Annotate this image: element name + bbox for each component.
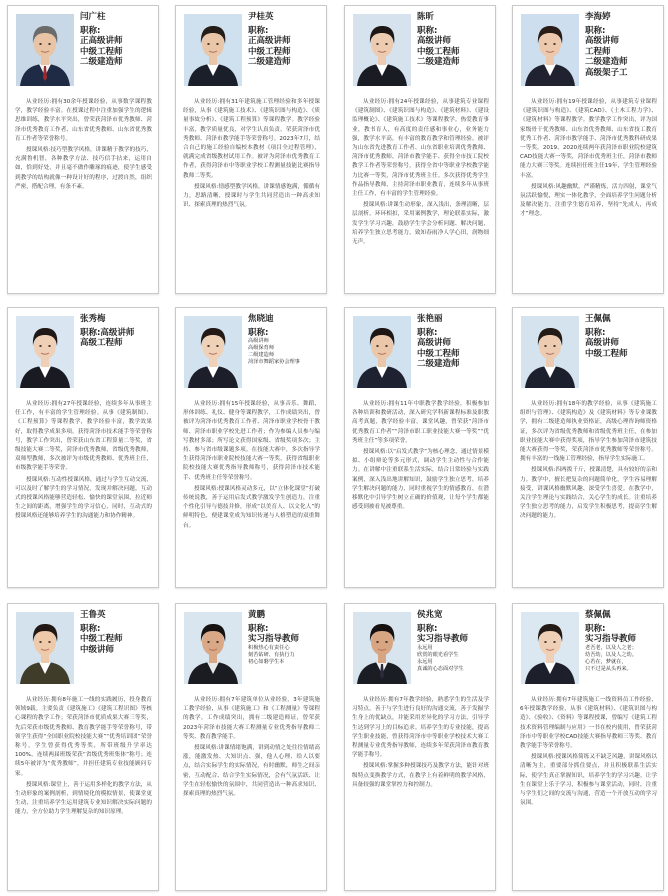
- motto-line: 只不过是从头再来。: [585, 665, 632, 672]
- experience-paragraph: 从业经历:拥有30余年授课经验，从事数学课程教学，教学经验丰富。在授课过程中注重加强学生的逻辑思维训练，教学水平突出，曾荣获菏泽市优秀教师、菏泽市优秀教育工作者、山东省优秀教师、山东省优秀教育工作者等荣誉称号。: [15, 99, 152, 142]
- title-list: [80, 634, 154, 655]
- experience-paragraph: 从业经历:拥有7年教学经验，熟悉学生的生活及学习特点，善于与学生进行良好的沟通交流，善于发掘学生身上的优缺点，并能采用差异化的学习方法，引导学生达到学习上的目标追求。培养学生的专业技能，提高学生职业技能，曾获得菏泽市中等职业学校技术大赛工程测量专业优秀指导教师，连续多年荣获菏泽市教育教学能手称号。: [352, 697, 489, 759]
- teacher-card: [344, 603, 496, 891]
- teacher-info: [585, 610, 659, 673]
- teaching-style-paragraph: 授课风格:技巧型教学风格，讲课精于教学的技巧，充满鲁机智，各种教学方法、技巧信手拈来，运用自如，恰到好处，并且毫不做作雕琢的痕迹，使学生感受到教学的结构就像一种设计好的程序，过渡自然，组织严密，搭配合理，有条不紊。: [15, 147, 152, 190]
- card-header: [8, 6, 158, 90]
- teaching-style-paragraph: 授课风格:授课风格简练又不缺乏风趣，讲课风格以清晰为主，重要部分抓住要点，并且积极联系生活实际，使学生真正掌握知识，培养学生的学习兴趣。让学生在课堂上乐于学习，积极参与课堂活动，同时，注重与学生们之间的交流与沟通，营造一个开放互动的学习氛围。: [520, 754, 657, 807]
- title-item: 实习指导教师: [417, 634, 469, 644]
- title-item: 二级建造师: [417, 359, 460, 369]
- title-item: 二级建造师: [585, 57, 628, 67]
- card-body: [15, 696, 152, 886]
- motto-line: 真诚的心态面对学生: [417, 665, 464, 672]
- card-body: [520, 696, 657, 886]
- teacher-info: [417, 314, 491, 370]
- title-list: [417, 634, 491, 645]
- card-header: [513, 308, 663, 392]
- title-label: 职称:: [585, 624, 606, 634]
- teacher-name: 李海婷: [585, 12, 611, 22]
- teacher-photo: [16, 14, 74, 86]
- experience-paragraph: 从业经历:拥有7年建筑单位从业经验，3年建筑施工教学经验，从事《建筑施工》和《工程测量》等课程的教学。工作成绩突出，拥有二级建造师证，曾荣获2023年菏泽市技能大赛工程测量专业优秀指导教师二等奖、教育教学能手。: [183, 697, 320, 740]
- title-label: 职称:: [585, 26, 606, 36]
- teacher-photo: [16, 316, 74, 388]
- title-item: 正高级讲师: [80, 36, 123, 46]
- title-item: 高级讲师: [417, 338, 452, 348]
- teacher-info: [80, 12, 154, 68]
- teacher-info: [248, 12, 322, 68]
- title-item: 中级工程师: [585, 348, 628, 359]
- title-label: 职称:: [585, 328, 606, 338]
- card-body: [183, 400, 320, 583]
- teacher-name: 侯兆宽: [417, 610, 443, 620]
- teacher-name: 焦晓迪: [248, 314, 274, 324]
- title-list: [585, 634, 659, 645]
- teacher-photo: [184, 316, 242, 388]
- title-list: [248, 36, 322, 68]
- title-item: 高级保育师: [248, 345, 274, 351]
- teacher-card: [7, 603, 159, 891]
- teacher-photo: [353, 14, 411, 86]
- teacher-photo: [521, 14, 579, 86]
- card-header: [345, 6, 495, 90]
- card-body: [15, 98, 152, 289]
- motto-line: 心若在，梦就在，: [585, 658, 627, 665]
- card-header: [8, 308, 158, 392]
- teacher-info: [80, 610, 154, 655]
- teacher-card: [175, 307, 327, 588]
- title-list: [80, 338, 154, 349]
- motto-line: 刻苦钻研、有执行力: [248, 651, 295, 658]
- card-body: [183, 696, 320, 886]
- teacher-info: [585, 12, 659, 78]
- teacher-info: [248, 610, 322, 666]
- card-header: [513, 6, 663, 90]
- teacher-name: 闫广柱: [80, 12, 106, 22]
- teacher-card: [512, 307, 664, 588]
- title-item: 二级建造师: [248, 57, 291, 67]
- teacher-card: [512, 603, 664, 891]
- title-item: 工程师: [585, 46, 611, 57]
- title-list: [585, 36, 659, 78]
- teaching-style-paragraph: 授课风格:风趣幽默，严谨精炼，活力四射，课堂气氛活跃愉悦，理实一体化教学，全面培养学生问题分析及解决能力，注重学生德育培养，坚持“先成人，再成才”理念。: [520, 183, 657, 218]
- card-body: [352, 400, 489, 583]
- title-label: 职称:: [248, 624, 269, 634]
- title-label: 职称:: [248, 328, 269, 338]
- card-header: [345, 308, 495, 392]
- title-label: 职称:: [248, 26, 269, 36]
- teacher-photo: [184, 612, 242, 684]
- card-body: [520, 400, 657, 583]
- teacher-photo: [184, 14, 242, 86]
- title-list: [248, 634, 322, 645]
- experience-paragraph: 从业经历:拥有7年建筑施工一线资料员工作经验，6年授课教学经验，从事《建筑材料》、《建筑识图与构造》、《验收》、《资料》等课程授课，曾编写《建筑工程技术资料管理编制与应用》一书在校内使用，曾荣获菏泽市中等职业学校CAD技能大赛指导教师三等奖、教育教学能手等荣誉称号。: [520, 697, 657, 750]
- teaching-style-paragraph: 授课风格:课堂上，善于运用多样化的教学方法，从生动形象的案例剖析，到情境化的模拟情景，使课堂更生动，注重培养学生运用建筑专业知识解决实际问题的能力，全方位助力学生理解复杂的知识原理。: [15, 781, 152, 816]
- motto-line: 永远用: [417, 644, 433, 651]
- teacher-card: [175, 5, 327, 294]
- title-item: 中级工程师: [417, 46, 460, 57]
- experience-paragraph: 从业经历:拥有27年授课经验，连续多年从事班主任工作，有丰富的学生管理经验。从事《建筑制图》、《工程预算》等课程教学，教学经验丰富，教学效果好，取得教学成果多项。获得菏泽市技术能手等荣誉称号，教学工作突出，曾荣获山东省工程算量二等奖，省级技能大赛二等奖，菏泽市优秀教师，省级优秀教师，双师型教师，多次被评为市级优秀教师、优秀班主任，市级教学能手等荣誉。: [15, 401, 152, 472]
- card-body: [15, 400, 152, 583]
- title-item: 中级讲师: [80, 644, 115, 655]
- experience-paragraph: 从业经历:拥有24年授课经验，从事建筑专业课程《建筑制图》、《建筑识图与构造》、《建筑材料》、《建设监理概论》、《建筑施工技术》等课程教学。热爱教育事业，教书育人，有高度的责任感和事业心，业务能力强，教学水平高，有丰富的教育教学和管理经验。被评为山东省先进教育工作者、山东省职业培训优秀教师、菏泽市优秀教师，菏泽市教学能手、获得全市技工院校教学工作者等荣誉称号，获得全省中等职业学校教学能力比赛一等奖，菏泽市优秀班主任。多次获得优秀学生作品指导教师，主持菏泽市职业教育，连续多年从事班主任工作，有丰富的学生管理经验。: [352, 99, 489, 198]
- title-label: 职称:: [417, 328, 438, 338]
- teacher-info: [417, 610, 491, 673]
- teacher-name: 王鲁英: [80, 610, 106, 620]
- experience-paragraph: 从业经历:拥有11年中职教学教学经验，积极参加各种培训和教研活动，深入研究学科新课程标准及职教高考真题，教学经验丰富，课堂风趣，曾荣获“菏泽市优秀教育工作者”“菏泽市职工职业技能大赛一等奖”“优秀班主任”等多项荣誉。: [352, 401, 489, 444]
- title-item: 实习指导教师: [248, 634, 300, 644]
- experience-paragraph: 从业经历:拥有18年的教学经验，从事《建筑施工组织与管理》、《建筑构造》及《建筑材料》等专业课教学，拥有二级建造师执业资格证，高级心理咨询师资格证，多次评为省级优秀教师和省级优秀班主任，在参加职业技能大赛中获得奖项，指导学生参加菏泽市建筑技能大赛获得一等奖，荣获菏泽市优秀教师等荣誉称号。拥有丰富的一线施工管理经验，指导学生实际施工。: [520, 401, 657, 463]
- teaching-style-paragraph: 授课风格:四两拨千斤，授课清楚，具有较好的亲和力。教学中，擅长把复杂的问题简单化，学生容易理解接受，讲课风格幽默风趣、深受学生喜爱。在教学中，关注学生理论与实践结合，关心学生的成长。注重培养学生独立思考的能力，启发学生积极思考，提高学生解决问题的能力。: [520, 467, 657, 520]
- card-body: [520, 98, 657, 289]
- teacher-name: 蔡佩佩: [585, 610, 611, 620]
- teacher-name: 黄鹏: [248, 610, 266, 620]
- teacher-card: [344, 307, 496, 588]
- teacher-info: [80, 314, 154, 349]
- teacher-card: [512, 5, 664, 294]
- title-item: 高级讲师: [585, 338, 620, 348]
- title-item: 高级工程师: [80, 338, 123, 348]
- title-item: 二级建造师: [248, 352, 274, 358]
- teacher-photo: [16, 612, 74, 684]
- experience-paragraph: 从业经历:拥有15年授课经验，从事音乐、舞蹈、形体训练、礼仪、健身等课程教学，工作成绩突出，曾被评为菏泽市优秀教育工作者、菏泽市职业学校骨干教师、菏泽市职业学校先进工作者；作为参编人员参与编写教材多部；所写论文获得国家级、省级奖项多次；主持、参与省市级课题多项。在技能大赛中，多次指导学生获得菏泽市职业院校技能大赛一等奖，获得省级职业院校技能大赛优秀指导教师称号，获得菏泽市技术能手、优秀班主任等荣誉称号。: [183, 401, 320, 481]
- teaching-style-paragraph: 授课风格:情感型教学风格，讲课情感饱满，循循有力，思路清晰，授课时与学生共同营造出一种高求知识、探索真理的热烈气氛。: [183, 183, 320, 209]
- experience-paragraph: 从业经历:拥有8年施工一线的实践履历，投身教育领域9载。主要负责《建筑施工》《建筑工程识图》等核心课程的教学工作；荣获菏泽市优质成果大赛三等奖，先后荣获市级优秀教师、教育教学能手等荣誉称号，带领学生获得“全国职业院校技能大赛”“优秀培训团”荣誉称号，学生曾获得优秀等奖，所带班级升学率达100%，连续两届班级荣获“省级优秀班集体”称号；连续5年被评为“优秀教师”，并担任建筑专业技能顾问专家。: [15, 697, 152, 777]
- teaching-style-paragraph: 授课风格:讲课生动形象，深入浅出，条理清晰，层层剖析，环环相扣，采用案例教学，理论联系实际，激发学生学习兴趣，鼓励学生学会分析问题、解决问题，培养学生独立思考能力，致知春雨净人学心田，润物细无声。: [352, 202, 489, 246]
- card-header: [345, 604, 495, 688]
- title-list: [417, 338, 491, 370]
- teacher-name: 张秀梅: [80, 314, 106, 324]
- title-list: [417, 36, 491, 68]
- card-header: [8, 604, 158, 688]
- title-item: 实习指导教师: [585, 634, 637, 644]
- title-label: 职称:: [80, 624, 101, 634]
- card-header: [176, 6, 326, 90]
- title-item: 高级架子工: [585, 67, 628, 78]
- title-label: 职称:: [417, 26, 438, 36]
- title-item: 菏泽市舞蹈家协会理事: [248, 359, 300, 365]
- teacher-info: [248, 314, 322, 366]
- teacher-info: [585, 314, 659, 359]
- teaching-style-paragraph: 授课风格:授课风格灵动多元，以“立体化课堂”打破传统说教，善于运用启发式教学激发学生创造力，注重个性化引导与德技并修，形成“以美育人、以文化人”的鲜明特色，便建课堂成为知识传递与人格塑造的双重舞台。: [183, 485, 320, 529]
- title-item: 中级工程师: [417, 348, 460, 359]
- teacher-card: [175, 603, 327, 891]
- motto-line: 积极热心有责任心: [248, 644, 290, 651]
- teacher-name: 王佩佩: [585, 314, 611, 324]
- title-item: 正高级讲师: [248, 36, 291, 46]
- title-list: [248, 338, 322, 366]
- title-label: 职称:: [80, 26, 101, 36]
- card-header: [176, 308, 326, 392]
- teaching-style-paragraph: 授课风格:互动性授课风格，通过与学生互动交流，可以及时了解学生的学习情况，发现并解决问题。互动式的授课风格能够营造轻松、愉快的课堂氛围，拉近师生之间的距离，增强学生的学习信心，同时，互动式的授课风格还能够培养学生的沟通能力和协作精神。: [15, 476, 152, 520]
- experience-paragraph: 从业经历:拥有19年授课经验，从事建筑专业课程《建筑识图与构造》、《建筑CAD》、《土木工程力学》、《建筑材料》等课程教学。教学教学工作突出，评为国家级骨干优秀教师、山东省优秀教师、山东省技工教育优秀工作者、菏泽市教学能手、菏泽市优秀教科研成果一等奖。2019、2020连续两年获菏泽市职业院校建筑CAD技能大赛一等奖，菏泽市优秀班主任，菏泽市教师能力大赛三等奖。连续担任班主任19年，学生管理经验丰富。: [520, 99, 657, 179]
- title-item: 高级讲师: [248, 338, 269, 344]
- card-body: [352, 696, 489, 886]
- teacher-photo: [353, 612, 411, 684]
- teacher-card: [7, 307, 159, 588]
- title-item: 二级建造师: [417, 57, 460, 67]
- motto-line: 老吾老，以及人之老；: [585, 644, 637, 651]
- card-body: [352, 98, 489, 289]
- motto-line: 永远用: [417, 658, 433, 665]
- teacher-name: 陈昕: [417, 12, 435, 22]
- card-header: [176, 604, 326, 688]
- teacher-card: [344, 5, 496, 294]
- teaching-style-paragraph: 授课风格:掌握多种授课技巧及教学方法，能针对班级特点变换教学方式，在教学上有着鲜明的教学风格，具备较强的课堂掌控力和控制力。: [352, 763, 489, 788]
- card-header: [513, 604, 663, 688]
- teacher-photo: [521, 612, 579, 684]
- teacher-photo: [521, 316, 579, 388]
- title-label: 职称:高级讲师: [80, 328, 135, 338]
- teacher-info: [417, 12, 491, 68]
- title-item: 高级讲师: [585, 36, 620, 46]
- title-item: 中级工程师: [80, 634, 123, 644]
- title-list: [80, 36, 154, 68]
- card-body: [183, 98, 320, 289]
- teacher-name: 张艳丽: [417, 314, 443, 324]
- experience-paragraph: 从业经历:拥有31年建筑施工管理经验和多年授课经验，从事《建筑施工技术》、《建筑识图与构造》、《质量事故分析》、《建筑工程预算》等课程教学。教学经验丰富，教学质量优良，对学生认真负责。荣获菏泽市优秀教师、菏泽市教学能手等荣誉称号。2023年7月，结合自己的施工经验自编校本教材《项目全过程管理》，就满完成省级教材试用工作。被评为菏泽市优秀教育工作者，获得菏泽市中等职业学校工程测量技能比赛指导教师二等奖。: [183, 99, 320, 179]
- title-item: 二级建造师: [80, 57, 123, 67]
- title-item: 中级工程师: [248, 46, 291, 57]
- teaching-style-paragraph: 授课风格:以“启发式教学”为核心理念，通过情景模拟、小组辩论等多元形式，调动学生主动性与合作能力。在讲解中注重联系生活实际，结合日常经验与实践案例，深入浅出地讲解知识，鼓励学生独立思考，培养学生解决问题的能力，同时重视学生的情感教育，在潜移默化中引导学生树立正确的价值观，让每个学生都能感受到被看见被尊重。: [352, 449, 489, 511]
- title-label: 职称:: [417, 624, 438, 634]
- teacher-photo: [353, 316, 411, 388]
- motto-line: 初心如磐学生本: [248, 658, 285, 665]
- title-list: [585, 338, 659, 359]
- teaching-style-paragraph: 授课风格:讲课情绪饱满，讲到动情之处往往情绪高涨，能激发热、大知识点、强，他人心理、给人以要点，结合实际学生的实际情况，有时幽默，师生之间亲密，互动配合、结合学生实际情况，会有气氛活跃、让学生在轻松愉快的氛围中，共同营造出一种高求知识、探索真理的热烈气氛。: [183, 745, 320, 798]
- title-item: 高级讲师: [417, 36, 452, 46]
- motto-line: 幼吾幼，以及人之幼。: [585, 651, 637, 658]
- title-item: 中级工程师: [80, 46, 123, 57]
- teacher-card: [7, 5, 159, 294]
- teacher-name: 尹桂英: [248, 12, 274, 22]
- motto-line: 欣赏的眼光看学生: [417, 651, 459, 658]
